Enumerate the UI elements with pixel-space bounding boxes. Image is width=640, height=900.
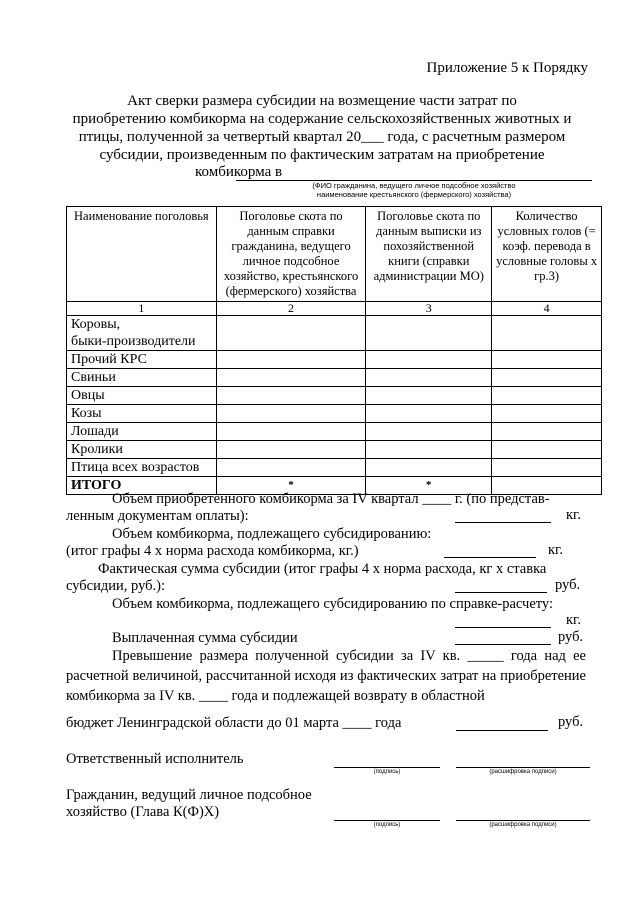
unit-rub: руб.: [555, 577, 581, 593]
livestock-table: [66, 206, 602, 495]
fio-caption-line: наименование крестьянского (фермерского) хозяйства): [316, 190, 512, 199]
excess-subsidy-last-line: бюджет Ленинградской области до 01 марта ____ года: [66, 715, 402, 731]
calc-feed-field[interactable]: [455, 627, 551, 628]
table-cell[interactable]: [216, 351, 366, 369]
table-row: [67, 441, 602, 459]
excess-subsidy-field[interactable]: [456, 730, 548, 731]
table-row: [67, 405, 602, 423]
table-cell[interactable]: [366, 316, 492, 351]
column-number: 2: [216, 302, 366, 316]
unit-kg: кг.: [548, 542, 563, 558]
title-last-line: комбикорма в: [195, 164, 283, 180]
column-number-row: [67, 302, 602, 316]
column-header: Поголовье скота по данным выписки из похозяйственной книги (справки администрации МО): [366, 207, 492, 302]
table-cell[interactable]: [366, 351, 492, 369]
total-label: ИТОГО: [67, 477, 217, 495]
table-cell[interactable]: [492, 405, 602, 423]
column-number: 1: [67, 302, 217, 316]
feed-purchased-field[interactable]: [455, 522, 551, 523]
table-cell[interactable]: [216, 369, 366, 387]
table-cell[interactable]: [492, 423, 602, 441]
table-cell[interactable]: [492, 387, 602, 405]
row-label: Козы: [67, 405, 217, 423]
fio-caption-line: (ФИО гражданина, ведущего личное подсобное хозяйство: [312, 181, 516, 190]
table-cell[interactable]: [492, 369, 602, 387]
responsible-signature-line[interactable]: [334, 767, 440, 768]
unit-rub: руб.: [558, 629, 584, 645]
table-cell[interactable]: [366, 387, 492, 405]
table-cell[interactable]: [216, 316, 366, 351]
total-mark: *: [216, 477, 366, 495]
row-label: Свиньи: [67, 369, 217, 387]
title-line: приобретению комбикорма на содержание сельскохозяйственных животных и: [72, 111, 572, 127]
title-line: птицы, полученной за четвертый квартал 20___ года, с расчетным размером: [78, 129, 566, 145]
citizen-signature-line[interactable]: [334, 820, 440, 821]
row-label: Прочий КРС: [67, 351, 217, 369]
column-header: Наименование поголовья: [67, 207, 217, 302]
paid-subsidy-field[interactable]: [455, 644, 551, 645]
table-cell[interactable]: [216, 405, 366, 423]
table-cell[interactable]: [366, 441, 492, 459]
table-cell[interactable]: [492, 351, 602, 369]
unit-rub: руб.: [558, 714, 584, 730]
table-cell[interactable]: [216, 459, 366, 477]
row-label: Лошади: [67, 423, 217, 441]
row-label: Овцы: [67, 387, 217, 405]
column-header: Поголовье скота по данным справки гражданина, ведущего личное подсобное хозяйство, крестьянского (фермерского) хозяйства: [216, 207, 366, 302]
table-cell[interactable]: [216, 423, 366, 441]
unit-kg: кг.: [566, 507, 581, 523]
table-cell[interactable]: [216, 441, 366, 459]
paid-subsidy-line: Выплаченная сумма субсидии: [112, 630, 298, 646]
table-cell[interactable]: [216, 387, 366, 405]
feed-subsidized-field[interactable]: [444, 557, 536, 558]
table-cell[interactable]: [492, 459, 602, 477]
signature-caption: (подпись): [373, 769, 401, 775]
row-label: Коровы, быки-производители: [67, 316, 217, 351]
table-cell[interactable]: [366, 459, 492, 477]
responsible-label: Ответственный исполнитель: [66, 751, 244, 767]
table-cell[interactable]: [366, 369, 492, 387]
decode-caption: (расшифровка подписи): [489, 769, 557, 775]
table-row: [67, 423, 602, 441]
table-header-row: [67, 207, 602, 302]
excess-subsidy-text: Превышение размера полученной субсидии за IV кв. _____ года над ее расчетной величиной, рассчитанной исходя из фактических затрат на приобретение комбикорма за IV кв. ____ года и подлежащей возврату в областной: [66, 648, 586, 704]
responsible-decode-line[interactable]: [456, 767, 590, 768]
document-title: [62, 92, 582, 164]
decode-caption: (расшифровка подписи): [489, 822, 557, 828]
title-line: Акт сверки размера субсидии на возмещение части затрат по: [127, 93, 517, 109]
row-label: Кролики: [67, 441, 217, 459]
citizen-decode-line[interactable]: [456, 820, 590, 821]
table-cell[interactable]: [366, 423, 492, 441]
column-number: 4: [492, 302, 602, 316]
unit-kg: кг.: [566, 612, 581, 628]
feed-subsidized-line1: Объем комбикорма, подлежащего субсидированию:: [112, 526, 432, 542]
column-header: Количество условных голов (= коэф. перевода в условные головы х гр.3): [492, 207, 602, 302]
actual-subsidy-line2: субсидии, руб.):: [66, 578, 166, 594]
table-cell[interactable]: [492, 316, 602, 351]
fio-caption: [236, 181, 592, 199]
actual-subsidy-line1: Фактическая сумма субсидии (итог графы 4 х норма расхода, кг х ставка: [98, 561, 547, 577]
appendix-label: Приложение 5 к Порядку: [426, 60, 588, 76]
table-cell[interactable]: [492, 441, 602, 459]
column-number: 3: [366, 302, 492, 316]
citizen-label-line1: Гражданин, ведущий личное подсобное: [66, 787, 312, 803]
calc-feed-line1: Объем комбикорма, подлежащего субсидированию по справке-расчету:: [112, 596, 554, 612]
actual-subsidy-field[interactable]: [455, 592, 547, 593]
signature-caption: (подпись): [373, 822, 401, 828]
table-row: [67, 459, 602, 477]
citizen-label-line2: хозяйство (Глава К(Ф)Х): [66, 804, 220, 820]
feed-purchased-line1: Объем приобретенного комбикорма за IV квартал ____ г. (по представ-: [112, 491, 550, 507]
feed-subsidized-line2: (итог графы 4 х норма расхода комбикорма, кг.): [66, 543, 359, 559]
table-row: [67, 316, 602, 351]
feed-purchased-line2: ленным документам оплаты):: [66, 508, 249, 524]
total-mark: *: [366, 477, 492, 495]
table-row: [67, 369, 602, 387]
table-row: [67, 387, 602, 405]
table-cell[interactable]: [366, 405, 492, 423]
table-row: [67, 351, 602, 369]
title-line: субсидии, произведенным по фактическим затратам на приобретение: [99, 147, 545, 163]
row-label: Птица всех возрастов: [67, 459, 217, 477]
